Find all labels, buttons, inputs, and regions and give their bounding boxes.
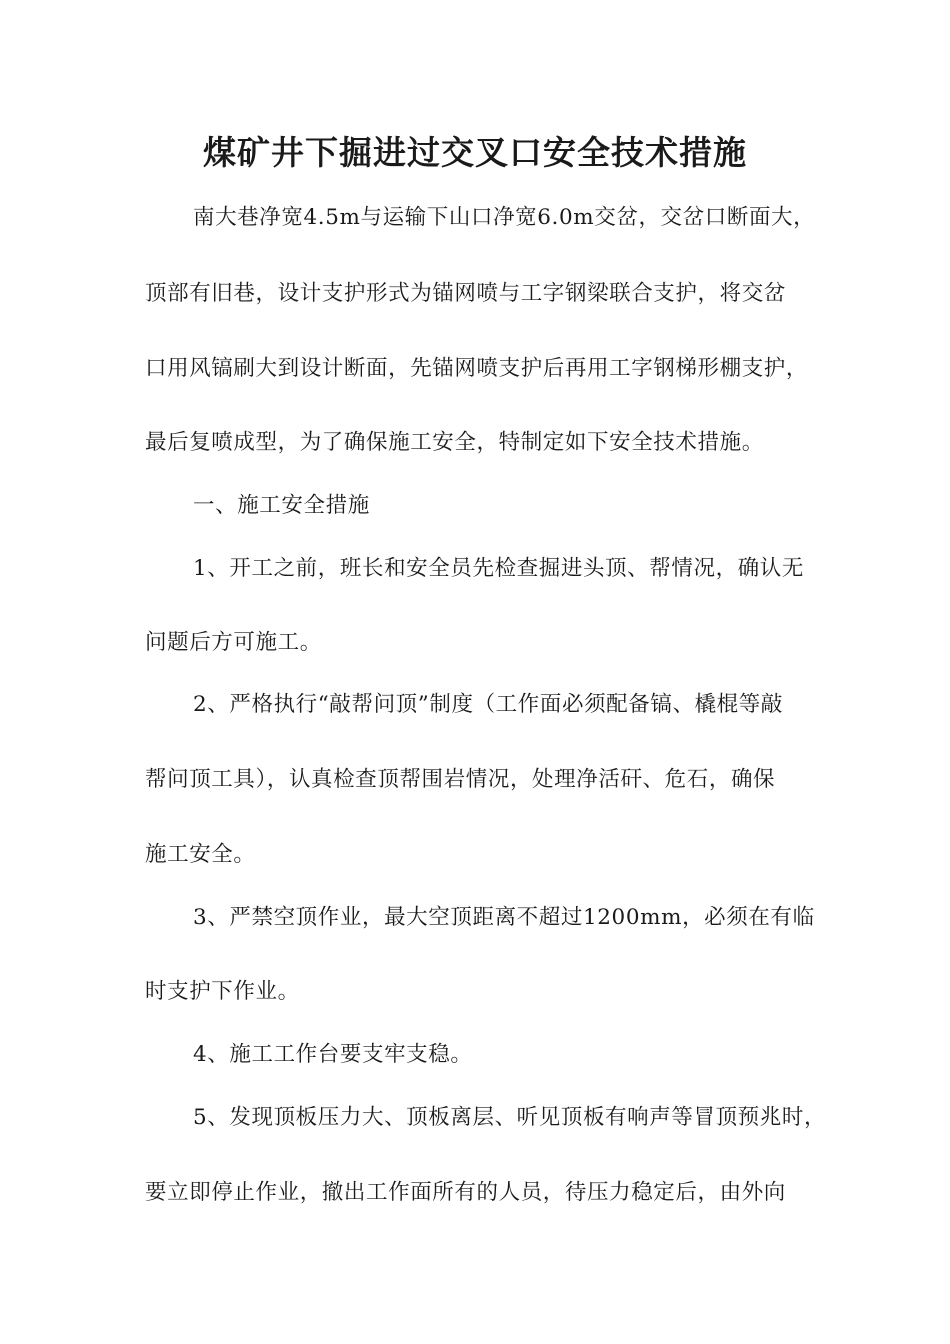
paragraph-line: 帮问顶工具），认真检查顶帮围岩情况，处理净活矸、危石，确保: [145, 767, 776, 792]
paragraph-line: 问题后方可施工。: [145, 630, 322, 655]
document-title: 煤矿井下掘进过交叉口安全技术措施: [203, 133, 747, 172]
paragraph-line: 要立即停止作业，撤出工作面所有的人员，待压力稳定后，由外向: [145, 1180, 786, 1205]
paragraph-line: 最后复喷成型，为了确保施工安全，特制定如下安全技术措施。: [145, 430, 764, 455]
paragraph-line: 顶部有旧巷，设计支护形式为锚网喷与工字钢梁联合支护，将交岔: [145, 281, 786, 306]
paragraph-line: 5、发现顶板压力大、顶板离层、听见顶板有响声等冒顶预兆时，: [193, 1105, 827, 1130]
paragraph-line: 南大巷净宽4.5m与运输下山口净宽6.0m交岔，交岔口断面大，: [193, 205, 816, 230]
paragraph-line: 3、严禁空顶作业，最大空顶距离不超过1200mm，必须在有临: [193, 905, 815, 930]
paragraph-line: 时支护下作业。: [145, 979, 300, 1004]
paragraph-line: 口用风镐刷大到设计断面，先锚网喷支护后再用工字钢梯形棚支护，: [145, 356, 809, 381]
paragraph-line: 1、开工之前，班长和安全员先检查掘进头顶、帮情况，确认无: [193, 556, 804, 581]
paragraph-line: 4、施工工作台要支牢支稳。: [193, 1042, 473, 1067]
paragraph-line: 施工安全。: [145, 842, 256, 867]
section-heading: 一、施工安全措施: [193, 493, 370, 518]
paragraph-line: 2、严格执行“敲帮问顶”制度（工作面必须配备镐、橇棍等敲: [193, 692, 783, 717]
